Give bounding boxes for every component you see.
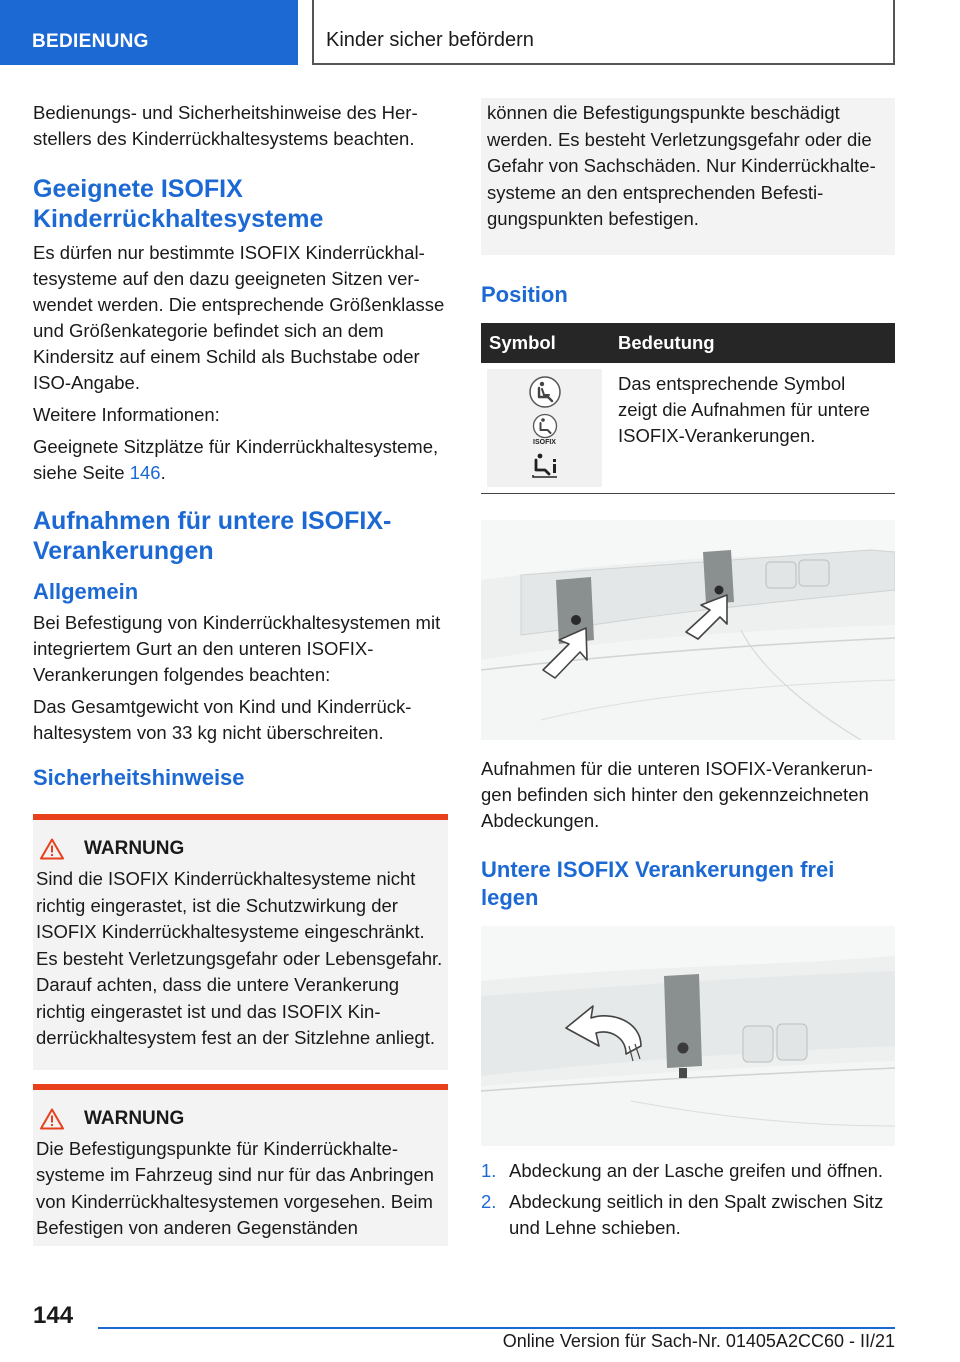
rear-seat-illustration [481, 520, 895, 740]
step-text: Abdeckung seitlich in den Spalt zwischen Sitz und Lehne schieben. [509, 1190, 884, 1238]
paragraph-gewicht: Das Gesamtgewicht von Kind und Kinderrückhaltesystem von 33 kg nicht überschreiten. [33, 696, 412, 743]
warning-text-1: Sind die ISOFIX Kinderrückhaltesysteme nicht richtig eingerastet, ist die Schutzwirkung der ISOFIX Kinderrückhaltesysteme eingeschränkt. Es besteht Verletzungsgefahr oder Lebensgefahr. Darauf achten, dass die untere Verankerung richtig eingerastet ist und das ISOFIX Kinderrückhaltesystem fest an der Sitzlehne anliegt. [36, 868, 443, 1048]
list-item [481, 1189, 895, 1241]
paragraph-weitere: Weitere Informationen: [33, 404, 220, 425]
paragraph-geeignete: Es dürfen nur bestimmte ISOFIX Kinderrückhaltesysteme auf den dazu geeigneten Sitzen verwendet werden. Die entsprechende Größenklasse und Größenkategorie befindet sich an dem Kindersitz auf einem Schild als Buchstabe oder ISO-Angabe. [33, 242, 445, 393]
step-text: Abdeckung an der Lasche greifen und öffnen. [509, 1159, 884, 1181]
heading-geeignete: Geeignete ISOFIX Kinderrückhaltesysteme [33, 175, 324, 233]
paragraph-sitzplaetze [33, 434, 448, 486]
meaning-text: Das entsprechende Symbol zeigt die Aufnahmen für untere ISOFIX-Verankerungen. [618, 372, 870, 446]
intro-paragraph: Bedienungs- und Sicherheitshinweise des Herstellers des Kinderrückhaltesystems beachten. [33, 102, 418, 149]
heading-allgemein: Allgemein [33, 579, 139, 604]
symbol-cell [481, 363, 610, 494]
online-version-note: Online Version für Sach-Nr. 01405A2CC60 - II/21 [502, 1331, 895, 1351]
heading-freilegen: Untere ISOFIX Verankerungen frei legen [481, 856, 835, 910]
heading-sicherheitshinweise: Sicherheitshinweise [33, 765, 245, 790]
warning-triangle-icon [40, 1108, 64, 1130]
isofix-symbol-label: ISOFIX [533, 439, 556, 446]
symbol-table [481, 323, 895, 494]
meaning-cell [610, 363, 895, 494]
sitzplaetze-text: Geeignete Sitzplätze für Kinderrückhaltesysteme, siehe Seite [33, 436, 439, 483]
heading-aufnahmen: Aufnahmen für untere ISOFIX-Verankerungen [33, 507, 392, 565]
sitzplaetze-suffix: . [160, 462, 166, 483]
header-section-label: BEDIENUNG [32, 31, 149, 52]
warning-label-2: WARNUNG [84, 1107, 185, 1129]
right-column [481, 100, 895, 1246]
header-chapter-title [312, 0, 895, 65]
page-number: 144 [33, 1302, 74, 1329]
list-item [481, 1158, 895, 1184]
header-section-tab [0, 0, 298, 65]
column-header-symbol: Symbol [481, 323, 610, 363]
steps-list [481, 1158, 895, 1241]
warning-header-1 [36, 838, 444, 860]
step-number: 1. [481, 1159, 497, 1181]
isofix-seat-icon [528, 375, 562, 409]
isofix-seat-small-icon [532, 413, 558, 439]
chapter-title-text: Kinder sicher befördern [326, 29, 534, 51]
left-column [33, 100, 448, 1246]
isofix-labeled-symbol [532, 413, 558, 446]
warning-text-2-continued: können die Befestigungspunkte beschädigt werden. Es besteht Verletzungsgefahr oder die Gefahr von Sachschäden. Nur Kinderrückhaltesysteme an den entsprechenden Befestigungspunkten befestigen. [487, 102, 876, 229]
child-seat-info-icon [530, 450, 560, 480]
cover-open-illustration [481, 926, 895, 1146]
isofix-covers-illustration [481, 520, 895, 740]
warning-box-1 [33, 814, 448, 1070]
warning-box-2 [33, 1084, 448, 1246]
warning-text-2: Die Befestigungspunkte für Kinderrückhaltesysteme im Fahrzeug sind nur für das Anbringen von Kinderrückhaltesystemen vorgesehen. Beim Befestigen von anderen Gegenständen [36, 1137, 434, 1238]
isofix-symbols [487, 369, 602, 487]
warning-box-2-continued [481, 98, 895, 255]
table-row [481, 363, 895, 494]
warning-label-1: WARNUNG [84, 838, 185, 859]
paragraph-allgemein: Bei Befestigung von Kinderrückhaltesystemen mit integriertem Gurt an den unteren ISOFIX-Verankerungen folgendes beachten: [33, 612, 441, 685]
warning-triangle-icon [40, 838, 64, 860]
footer-rule [98, 1327, 895, 1329]
symbol-table-header [481, 323, 895, 363]
page-reference-link[interactable]: 146 [129, 462, 161, 483]
cover-open-seat-illustration [481, 926, 895, 1146]
column-header-bedeutung: Bedeutung [610, 323, 895, 363]
step-number: 2. [481, 1190, 497, 1212]
heading-position: Position [481, 281, 568, 307]
warning-header-2 [36, 1108, 444, 1130]
caption-illustration-1: Aufnahmen für die unteren ISOFIX-Verankerungen befinden sich hinter den gekennzeichneten Abdeckungen. [481, 757, 873, 831]
